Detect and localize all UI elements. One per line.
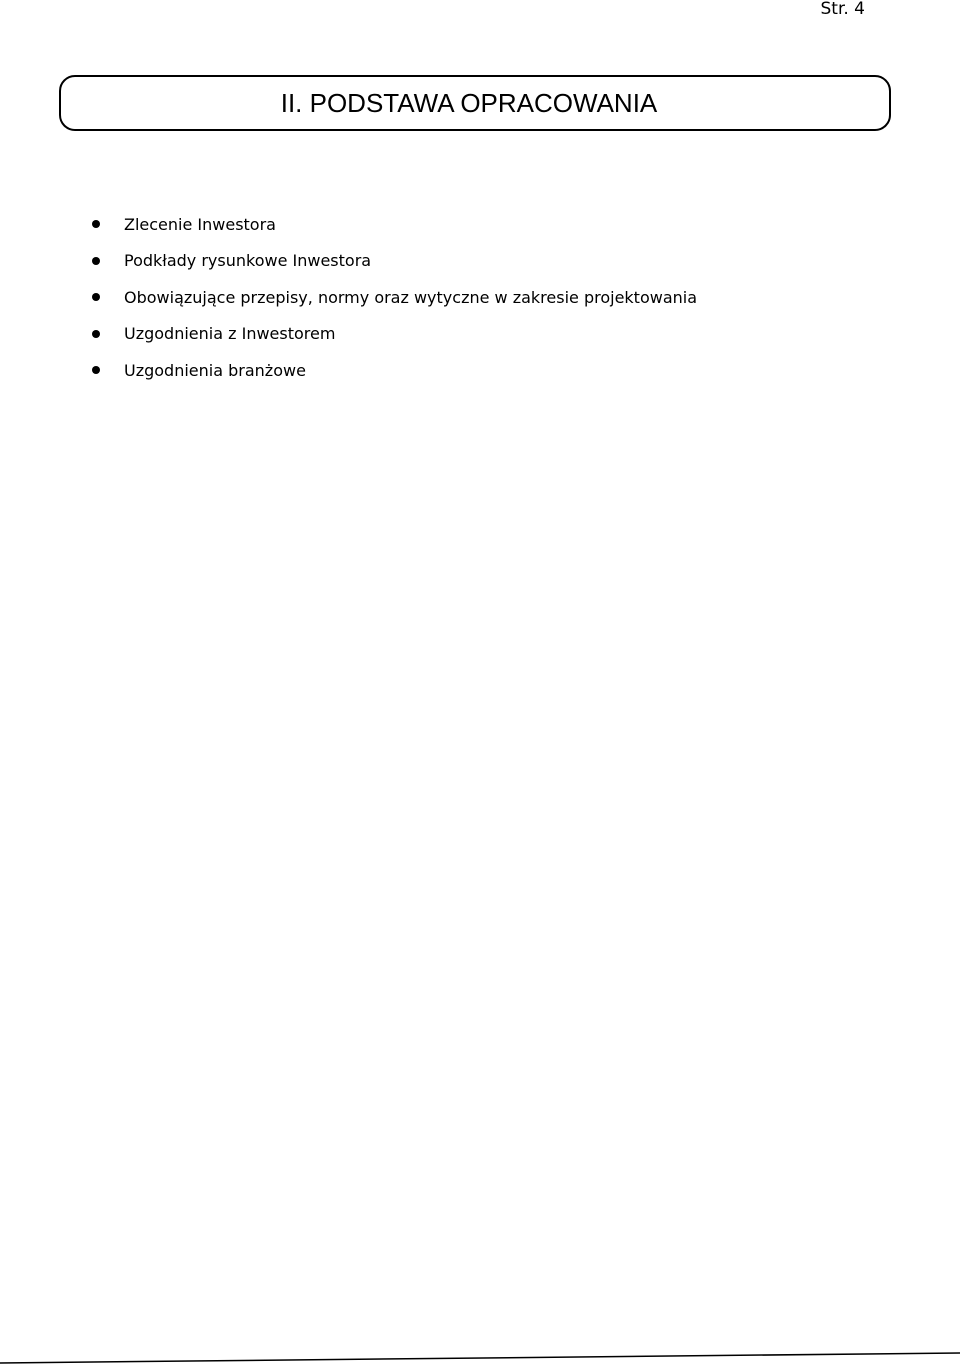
list-item-text: Obowiązujące przepisy, normy oraz wytyczne w zakresie projektowania [124, 287, 698, 307]
bullet-icon [92, 257, 100, 265]
section-heading-box [59, 75, 891, 131]
footer-rule-line [0, 1353, 960, 1363]
bullet-icon [92, 220, 100, 228]
bullet-icon [92, 330, 100, 338]
bullet-icon [92, 293, 100, 301]
section-title: II. PODSTAWA OPRACOWANIA [280, 87, 658, 118]
list-item-text: Uzgodnienia z Inwestorem [124, 324, 336, 344]
list-item-text: Zlecenie Inwestora [124, 214, 276, 234]
bullet-icon [92, 366, 100, 374]
list-item-text: Uzgodnienia branżowe [124, 360, 306, 380]
footer-rule [0, 1339, 960, 1369]
page-number: Str. 4 [820, 0, 865, 19]
list-item-text: Podkłady rysunkowe Inwestora [124, 251, 372, 271]
